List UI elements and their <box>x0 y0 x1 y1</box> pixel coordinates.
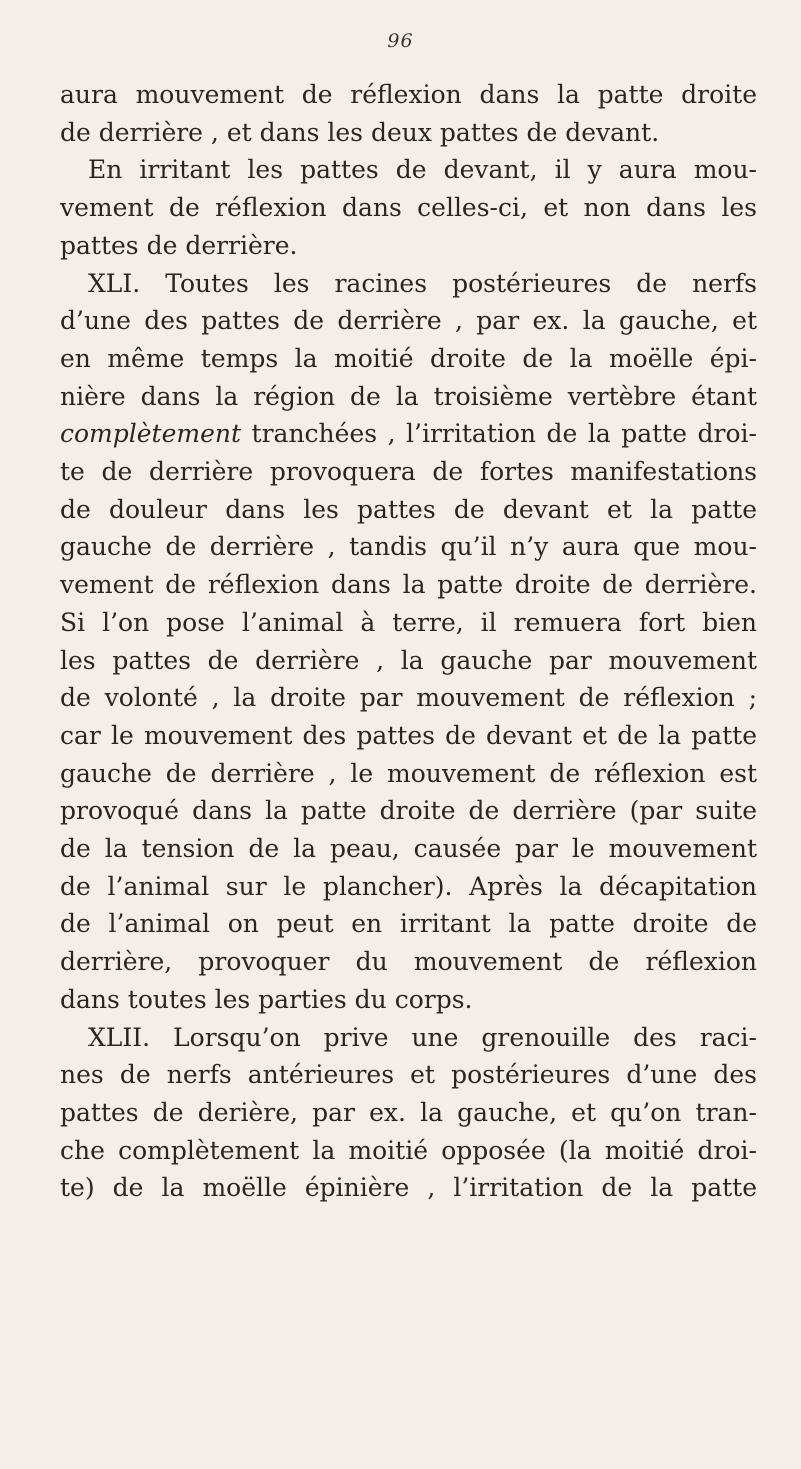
text-line <box>60 1094 757 1132</box>
text-line <box>60 755 757 793</box>
line-text: car le mouvement des pattes de devant et de la patte <box>60 720 757 750</box>
line-text: gauche de derrière , tandis qu’il n’y aura que mou- <box>60 532 757 562</box>
text-line <box>60 717 757 755</box>
text-line <box>60 905 757 943</box>
text-line <box>60 302 757 340</box>
line-text: vement de réflexion dans la patte droite de derrière. <box>60 570 757 600</box>
text-line <box>60 604 757 642</box>
text-line <box>60 378 757 416</box>
text-line <box>60 340 757 378</box>
line-text: tranchées , l’irritation de la patte droi- <box>241 419 757 449</box>
line-text: aura mouvement de réflexion dans la patte droite <box>60 80 757 109</box>
body-text <box>60 76 757 1207</box>
line-text: en même temps la moitié droite de la moëlle épi- <box>60 343 757 373</box>
text-line <box>60 151 757 189</box>
text-line <box>60 76 757 114</box>
line-text: de l’animal sur le plancher). Après la décapitation <box>60 871 757 901</box>
line-text: XLII. Lorsqu’on prive une grenouille des raci- <box>88 1022 757 1052</box>
text-line <box>60 1169 757 1207</box>
line-text: de la tension de la peau, causée par le mouvement <box>60 834 757 864</box>
line-text: nière dans la région de la troisième vertèbre étant <box>60 381 757 411</box>
text-line <box>60 528 757 566</box>
text-line <box>60 792 757 830</box>
line-text: derrière, provoquer du mouvement de réflexion <box>60 947 757 977</box>
text-line <box>60 227 757 265</box>
line-text: d’une des pattes de derrière , par ex. la gauche, et <box>60 306 757 336</box>
text-line <box>60 189 757 227</box>
text-line <box>60 491 757 529</box>
line-text: de derrière , et dans les deux pattes de devant. <box>60 117 660 147</box>
line-text: gauche de derrière , le mouvement de réflexion est <box>60 758 757 788</box>
line-text: de douleur dans les pattes de devant et la patte <box>60 494 757 524</box>
line-text: de l’animal on peut en irritant la patte droite de <box>60 909 757 939</box>
text-line <box>60 265 757 303</box>
line-text: pattes de derière, par ex. la gauche, et qu’on tran- <box>60 1097 757 1127</box>
line-text: En irritant les pattes de devant, il y aura mou- <box>88 155 757 185</box>
line-text: XLI. Toutes les racines postérieures de nerfs <box>88 268 757 298</box>
text-line <box>60 981 757 1019</box>
line-text: provoqué dans la patte droite de derrière (par suite <box>60 796 757 826</box>
line-text: che complètement la moitié opposée (la moitié droi- <box>60 1135 757 1165</box>
line-text: les pattes de derrière , la gauche par mouvement <box>60 645 757 675</box>
text-line <box>60 943 757 981</box>
text-line <box>60 679 757 717</box>
line-text: Si l’on pose l’animal à terre, il remuera fort bien <box>60 607 757 637</box>
line-text: vement de réflexion dans celles-ci, et non dans les <box>60 193 757 223</box>
text-line <box>60 1019 757 1057</box>
line-text: pattes de derrière. <box>60 230 298 260</box>
text-line <box>60 642 757 680</box>
text-line <box>60 868 757 906</box>
line-text: de volonté , la droite par mouvement de réflexion ; <box>60 683 757 713</box>
line-text: te de derrière provoquera de fortes manifestations <box>60 457 757 487</box>
text-line <box>60 114 757 152</box>
text-line <box>60 830 757 868</box>
text-line <box>60 453 757 491</box>
line-text: te) de la moëlle épinière , l’irritation de la patte <box>60 1173 757 1203</box>
text-line <box>60 1132 757 1170</box>
text-line <box>60 415 757 453</box>
text-line <box>60 566 757 604</box>
line-text: dans toutes les parties du corps. <box>60 984 473 1014</box>
emphasized-word: complètement <box>60 419 242 449</box>
line-text: nes de nerfs antérieures et postérieures d’une des <box>60 1060 757 1090</box>
text-line <box>60 1056 757 1094</box>
page-number: 96 <box>387 30 414 52</box>
